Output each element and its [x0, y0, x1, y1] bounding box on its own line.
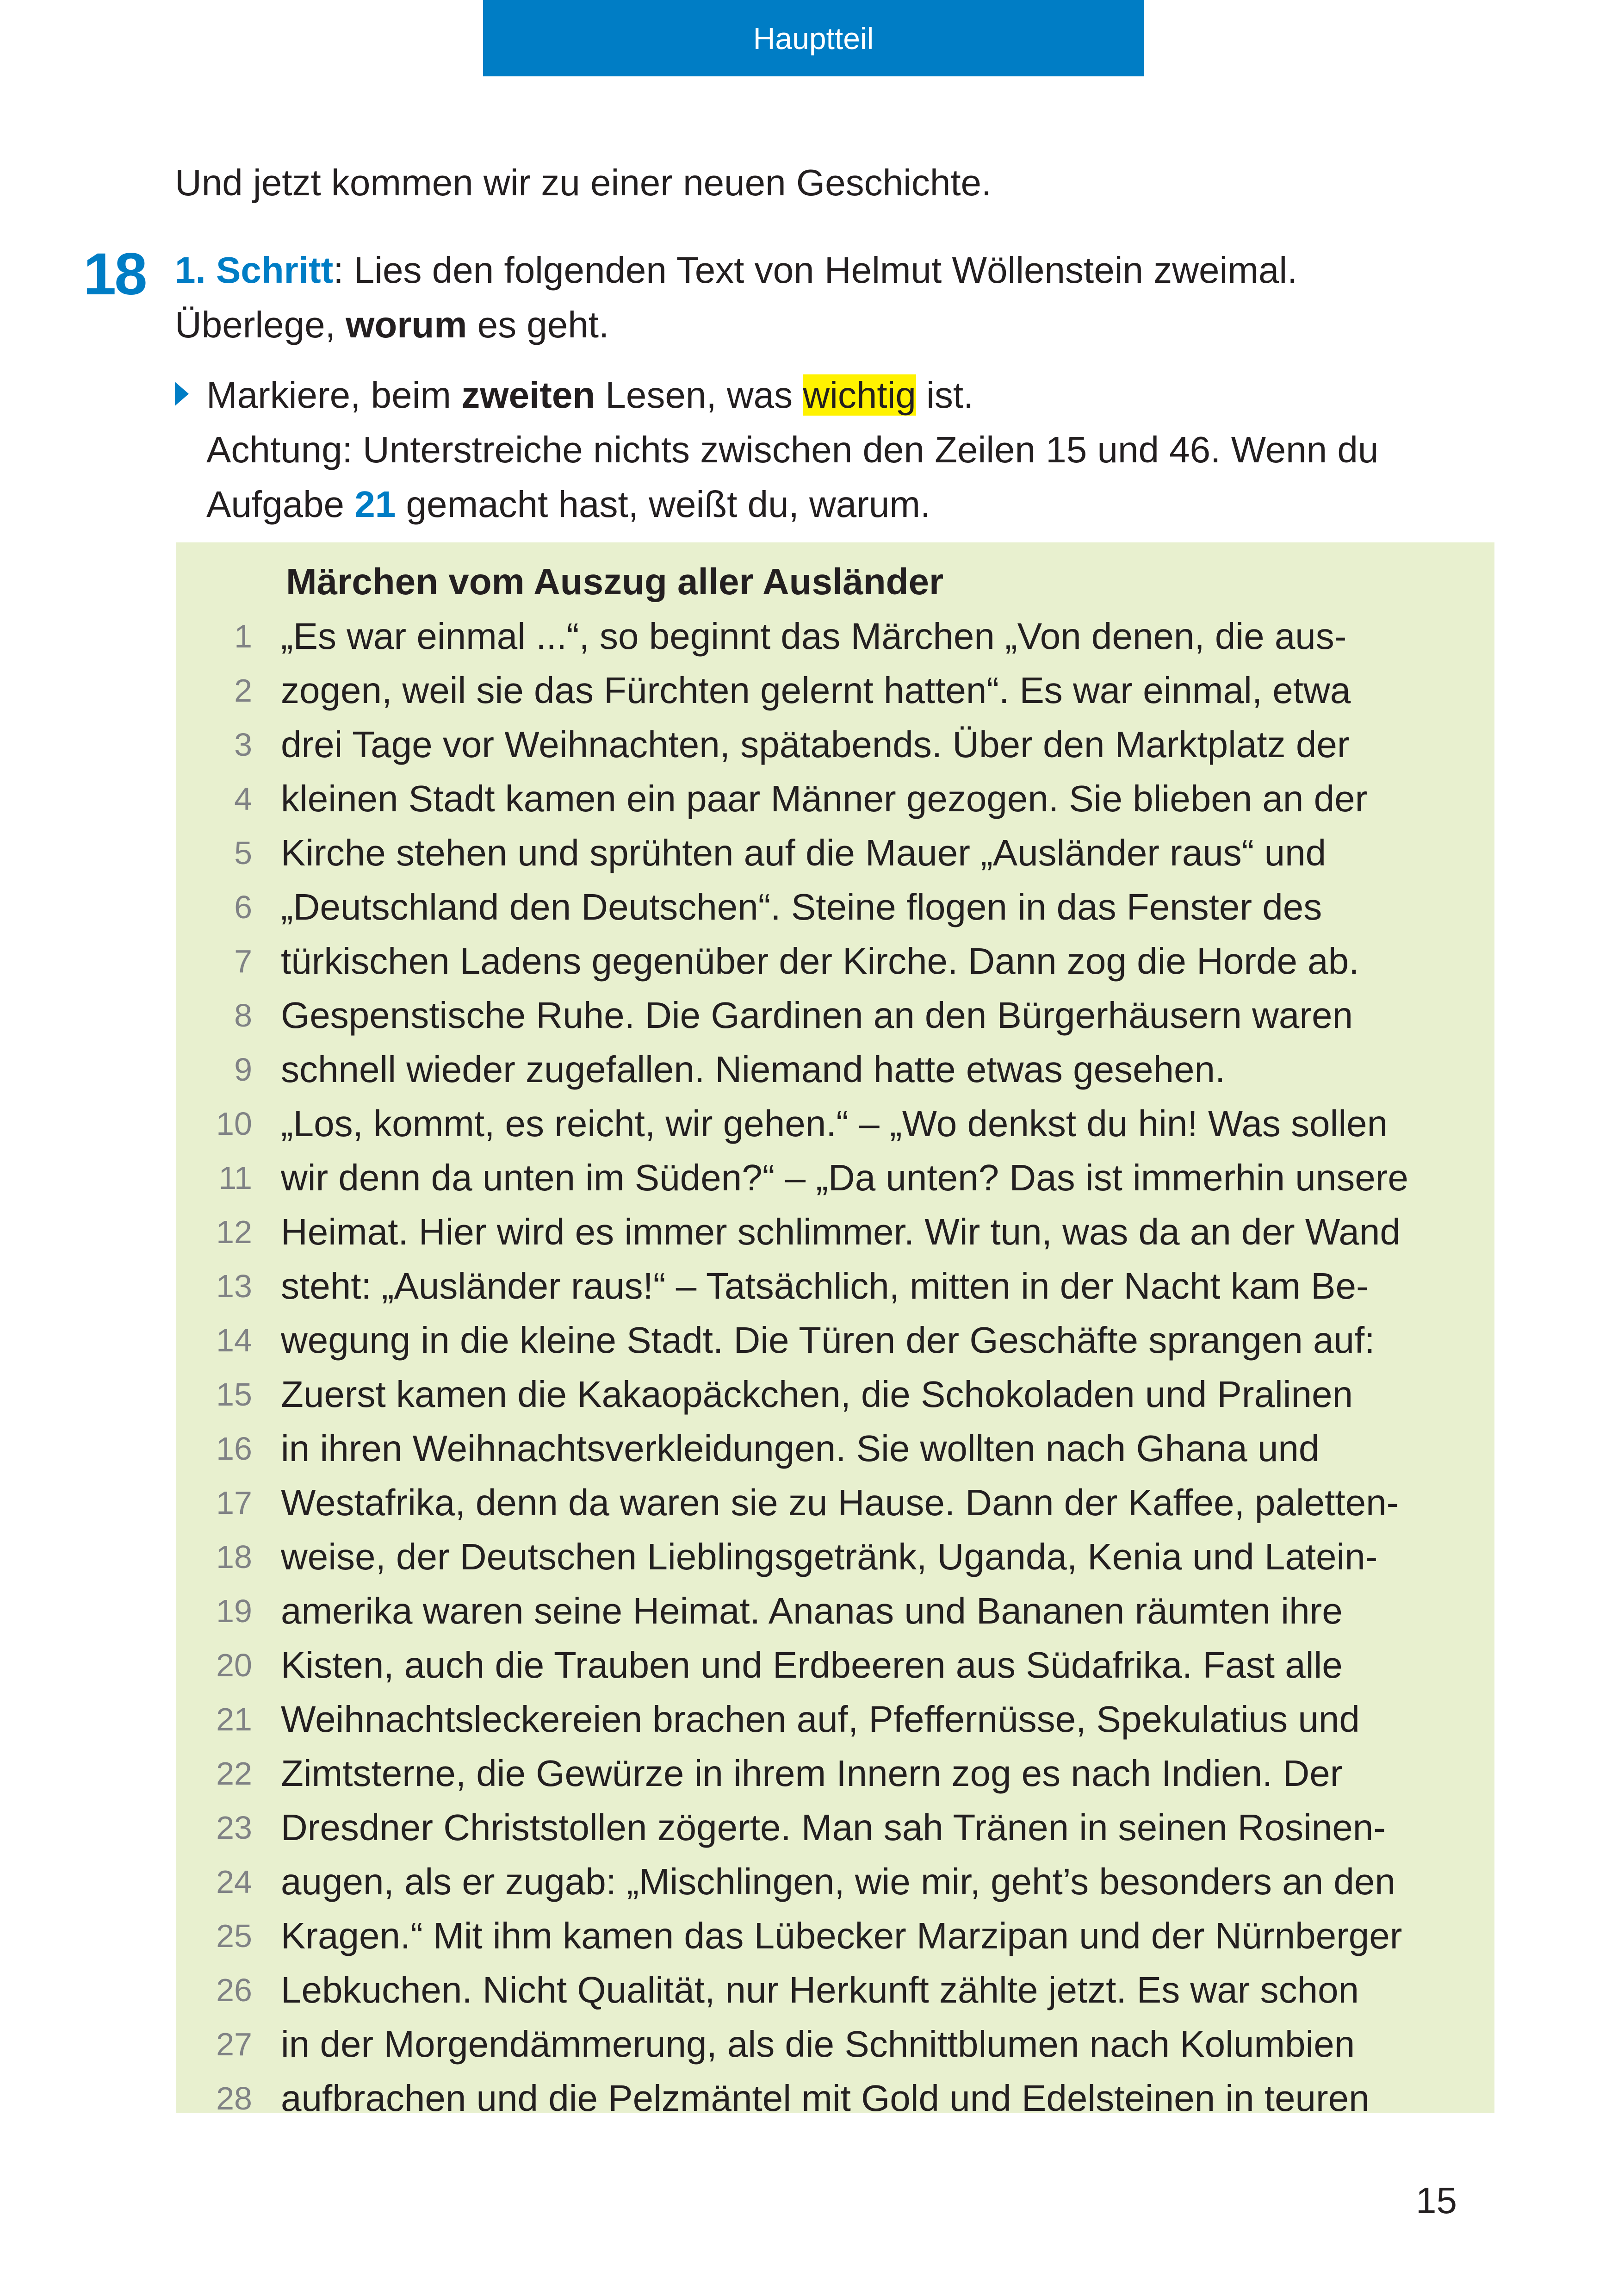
line-text: steht: „Ausländer raus!“ – Tatsächlich, mitten in der Nacht kam Be- — [281, 1265, 1369, 1307]
line-number: 14 — [216, 1322, 252, 1358]
line-number: 19 — [216, 1593, 252, 1629]
story-line — [176, 717, 1494, 772]
story-line — [176, 1475, 1494, 1530]
step-colon: : — [333, 249, 344, 291]
line-number: 3 — [234, 726, 252, 763]
line-number: 17 — [216, 1484, 252, 1521]
line-number: 21 — [216, 1701, 252, 1737]
line-number: 8 — [234, 997, 252, 1033]
story-line — [176, 1096, 1494, 1151]
line-number: 20 — [216, 1647, 252, 1683]
line-text: amerika waren seine Heimat. Ananas und Bananen räumten ihre — [281, 1590, 1343, 1631]
story-line — [176, 1259, 1494, 1313]
story-line — [176, 1313, 1494, 1367]
line-text: zogen, weil sie das Fürchten gelernt hatten“. Es war einmal, etwa — [281, 669, 1351, 711]
line-number: 7 — [234, 943, 252, 979]
line-number: 12 — [216, 1213, 252, 1250]
line-text: wir denn da unten im Süden?“ – „Da unten? Das ist immerhin unsere — [281, 1157, 1408, 1198]
intro-text: Und jetzt kommen wir zu einer neuen Geschichte. — [175, 162, 992, 203]
line-text: kleinen Stadt kamen ein paar Männer gezogen. Sie blieben an der — [281, 778, 1368, 819]
line-text: „Deutschland den Deutschen“. Steine flogen in das Fenster des — [281, 886, 1322, 927]
story-line — [176, 1638, 1494, 1692]
line-text: Zimtsterne, die Gewürze in ihrem Innern zog es nach Indien. Der — [281, 1752, 1343, 1794]
instruction-bold-worum: worum — [346, 304, 467, 345]
line-number: 11 — [218, 1159, 252, 1196]
line-text: Kragen.“ Mit ihm kamen das Lübecker Marzipan und der Nürnberger — [281, 1915, 1402, 1956]
story-line — [176, 1205, 1494, 1259]
section-label: Hauptteil — [753, 21, 874, 56]
line-text: türkischen Ladens gegenüber der Kirche. Dann zog die Horde ab. — [281, 940, 1359, 982]
line-number: 9 — [234, 1051, 252, 1088]
story-line — [176, 2071, 1494, 2125]
bullet-line3-pre: Aufgabe — [206, 484, 355, 525]
line-number: 23 — [216, 1809, 252, 1846]
line-text: schnell wieder zugefallen. Niemand hatte etwas gesehen. — [281, 1048, 1226, 1090]
bullet-post: ist. — [916, 374, 974, 416]
line-number: 16 — [216, 1430, 252, 1467]
story-line — [176, 988, 1494, 1042]
story-line — [176, 2017, 1494, 2071]
line-text: wegung in die kleine Stadt. Die Türen der Geschäfte sprangen auf: — [281, 1319, 1375, 1361]
exercise-number: 18 — [83, 241, 146, 307]
story-line — [176, 1421, 1494, 1475]
line-text: Weihnachtsleckereien brachen auf, Pfeffernüsse, Spekulatius und — [281, 1698, 1360, 1740]
line-text: drei Tage vor Weihnachten, spätabends. Über den Marktplatz der — [281, 723, 1350, 765]
story-line — [176, 1854, 1494, 1909]
line-number: 6 — [234, 889, 252, 925]
story-line — [176, 1584, 1494, 1638]
bullet-instruction — [175, 368, 1498, 532]
line-text: Kirche stehen und sprühten auf die Mauer „Ausländer raus“ und — [281, 832, 1327, 873]
line-text: Lebkuchen. Nicht Qualität, nur Herkunft zählte jetzt. Es war schon — [281, 1969, 1359, 2010]
line-text: „Es war einmal ...“, so beginnt das Märchen „Von denen, die aus- — [281, 615, 1347, 657]
story-line — [176, 1367, 1494, 1421]
line-text: „Los, kommt, es reicht, wir gehen.“ – „Wo denkst du hin! Was sollen — [281, 1102, 1388, 1144]
line-text: Kisten, auch die Trauben und Erdbeeren aus Südafrika. Fast alle — [281, 1644, 1343, 1686]
line-text: in ihren Weihnachtsverkleidungen. Sie wollten nach Ghana und — [281, 1427, 1320, 1469]
story-line — [176, 1746, 1494, 1800]
line-number: 27 — [216, 2026, 252, 2062]
line-number: 1 — [234, 618, 252, 654]
story-title: Märchen vom Auszug aller Ausländer — [286, 561, 944, 602]
story-line — [176, 934, 1494, 988]
triangle-bullet-icon — [175, 382, 189, 406]
line-number: 13 — [216, 1268, 252, 1304]
line-number: 22 — [216, 1755, 252, 1792]
line-text: Zuerst kamen die Kakaopäckchen, die Schokoladen und Pralinen — [281, 1373, 1353, 1415]
story-line — [176, 1692, 1494, 1746]
story-lines — [176, 609, 1494, 2125]
instruction-line2-post: es geht. — [467, 304, 609, 345]
line-number: 26 — [216, 1972, 252, 2008]
story-line — [176, 1530, 1494, 1584]
story-line — [176, 663, 1494, 717]
step-text: Lies den folgenden Text von Helmut Wöllenstein zweimal. — [343, 249, 1298, 291]
line-text: Heimat. Hier wird es immer schlimmer. Wir tun, was da an der Wand — [281, 1211, 1401, 1252]
step-label: 1. Schritt — [175, 249, 334, 291]
bullet-pre: Markiere, beim — [206, 374, 462, 416]
story-line — [176, 880, 1494, 934]
line-text: aufbrachen und die Pelzmäntel mit Gold und Edelsteinen in teuren — [281, 2077, 1370, 2119]
line-number: 2 — [234, 672, 252, 709]
story-line — [176, 1042, 1494, 1096]
bullet-line2: Achtung: Unterstreiche nichts zwischen den Zeilen 15 und 46. Wenn du — [206, 429, 1379, 470]
story-line — [176, 826, 1494, 880]
story-line — [176, 609, 1494, 663]
section-header-bar — [483, 0, 1144, 76]
bullet-bold: zweiten — [461, 374, 595, 416]
line-text: Westafrika, denn da waren sie zu Hause. Dann der Kaffee, paletten- — [281, 1481, 1399, 1523]
line-number: 24 — [216, 1863, 252, 1900]
bullet-mid: Lesen, was — [595, 374, 803, 416]
story-line — [176, 1800, 1494, 1854]
line-text: in der Morgendämmerung, als die Schnittblumen nach Kolumbien — [281, 2023, 1355, 2065]
highlighted-word: wichtig — [803, 374, 916, 416]
line-number: 18 — [216, 1538, 252, 1575]
task-reference-number: 21 — [354, 484, 396, 525]
story-line — [176, 1963, 1494, 2017]
exercise-instruction — [175, 243, 1494, 352]
line-text: weise, der Deutschen Lieblingsgetränk, Uganda, Kenia und Latein- — [281, 1536, 1378, 1577]
bullet-line3-post: gemacht hast, weißt du, warum. — [396, 484, 931, 525]
instruction-line2-pre: Überlege, — [175, 304, 346, 345]
line-text: augen, als er zugab: „Mischlingen, wie mir, geht’s besonders an den — [281, 1860, 1395, 1902]
line-number: 5 — [234, 834, 252, 871]
line-number: 28 — [216, 2080, 252, 2116]
line-text: Dresdner Christstollen zögerte. Man sah Tränen in seinen Rosinen- — [281, 1806, 1386, 1848]
story-line — [176, 1909, 1494, 1963]
story-text-box — [176, 542, 1494, 2119]
story-line — [176, 772, 1494, 826]
line-number: 15 — [216, 1376, 252, 1412]
page-number: 15 — [1416, 2180, 1457, 2221]
line-number: 10 — [216, 1105, 252, 1142]
story-line — [176, 1151, 1494, 1205]
line-text: Gespenstische Ruhe. Die Gardinen an den Bürgerhäusern waren — [281, 994, 1353, 1036]
line-number: 25 — [216, 1917, 252, 1954]
line-number: 4 — [234, 780, 252, 817]
